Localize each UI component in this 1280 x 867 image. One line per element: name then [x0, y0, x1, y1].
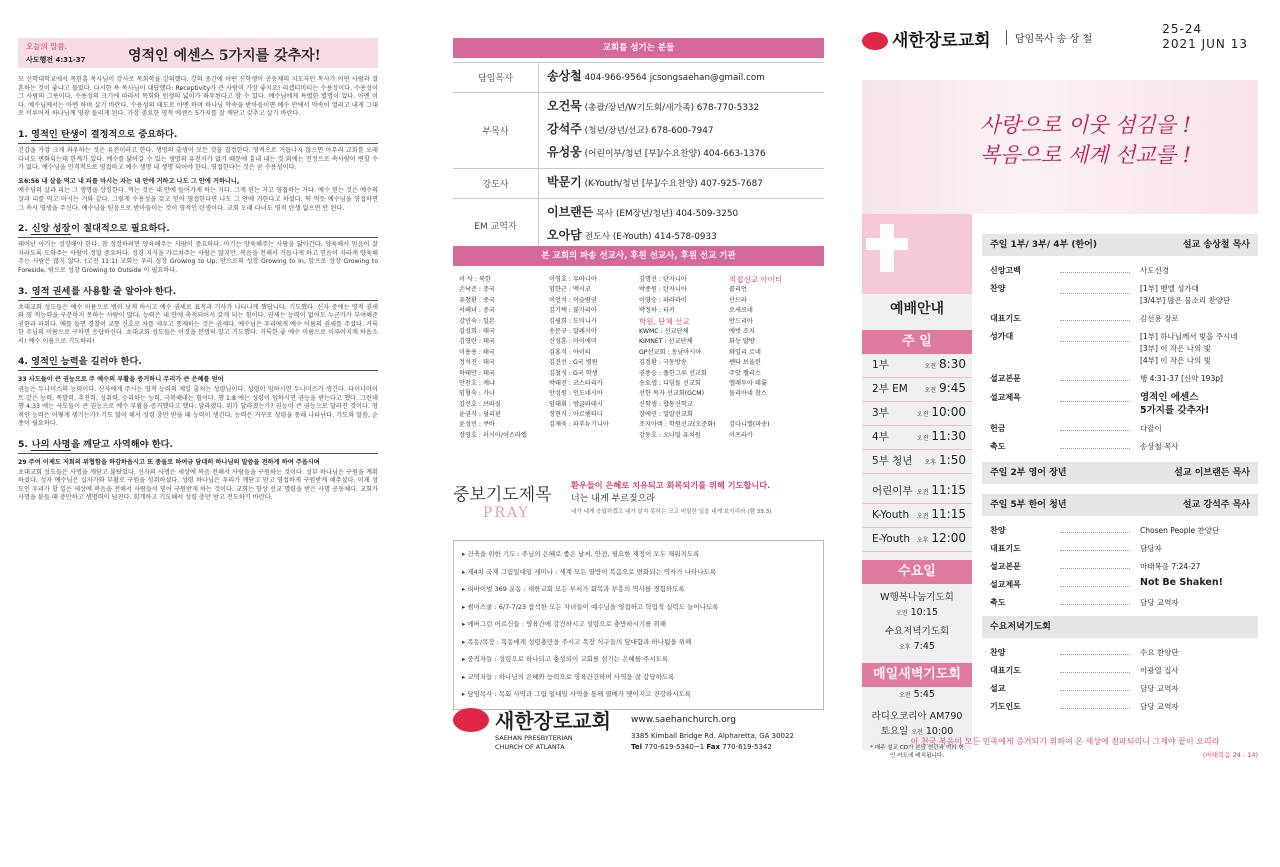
mission-item: 돌리아네 참스 [729, 390, 767, 398]
order-1-head: 주일 1부/ 3부/ 4부 (한어) [990, 240, 1097, 250]
staff-row [453, 169, 824, 199]
prayer-title [453, 480, 573, 521]
mission-item: 김철식 : G국 학생 [549, 369, 598, 377]
wednesday-service-1: W행복나눔기도회 오전 10:15 수요저녁기도회 오후 7:45 [880, 592, 954, 652]
prayer-list [453, 540, 824, 710]
service-row: 1부 오전 8:30 [862, 354, 972, 378]
header-date: 25-24 2021 JUN 13 [1162, 22, 1248, 51]
prayer-item: ▸ 담임목사 : 목회 사역과 그림 일대일 사역을 통해 열매가 맺어지고 건강하시도록 [462, 690, 692, 698]
order-row: 설교제목 Not Be Shaken! [990, 577, 1223, 589]
mission-item: 와일리 르네 [729, 348, 761, 356]
heart-logo-icon [453, 708, 489, 732]
order-3-preacher: 설교 강석주 목사 [1182, 500, 1250, 510]
mission-item: 윤권식 : 필리핀 [459, 411, 501, 419]
wednesday-label: 수요일 [862, 560, 972, 584]
section-2-heading: 2. 신앙 성장이 절대적으로 필요하다. [18, 220, 378, 238]
mission-item: 서해녀 : 중국 [459, 307, 495, 315]
radio-info: 라디오코리아 AM790 토요일 오전 10:00 [871, 711, 963, 737]
mission-item: 김재욱 : 파푸뉴기니아 [549, 421, 609, 429]
service-row: E-Youth 오후 12:00 [862, 528, 972, 552]
footer-church-en2: CHURCH OF ATLANTA [495, 743, 565, 751]
dawn-time: 오전 5:45 [899, 689, 935, 700]
section-3-blank: 영적 권세 [31, 283, 71, 298]
sermon-intro: 모 신학대학교에서 목한홉 목사님이 강사로 목회학을 강의했다. 강의 중간에 어떤 신학생이 공동체의 지도자인 목사가 어떤 사람과 결혼하는 것이 좋냐고 물었다. 다시한 욕 목사님이 대답했다: Receptivity가 큰 사람이 가장 좋지요! 리셉티비티는 수용성이다. 수용성이 그 사람의 그릇이다. 수용성의 크기에 따라서 목회와 인생의 넓이가 좌우된다고 할 수 있다. 예수님에게 특별한 별명이 있다. 아멘 이다. 예수님께서는 아멘 하며 살기 바란다. 수용성의 태도로 아멘 하며 하나님 약속을 받아들이면 예수 안에서 약속이 열리고 내게 그대로 이루어져 하나님께 영광 돌리게 된다. 가장 중요한 영적 에센스 5가지를 잘 깨닫고 갖추고 살기 바란다. [18, 76, 378, 118]
mission-item: 하태만 : 태국 [459, 369, 495, 377]
slogan-text: 사랑으로 이웃 섬김을 ! 복음으로 세계 선교를 ! [980, 113, 1192, 167]
staff-person: 유성웅 (어린이부/청년 [부]/수요찬양) 404-663-1376 [547, 145, 766, 159]
mission-item: 신학생 : 합동신학교 [639, 400, 693, 408]
worship-sidebar [862, 214, 972, 759]
order-row: 설교제목 영적인 에센스 5가지를 갖추자! [990, 392, 1210, 416]
order-row: 축도 담당 교역자 [982, 594, 1258, 612]
sermon-reference: 사도행전 4:31-37 [26, 56, 86, 64]
mission-item: 정석진 : 태국 [459, 359, 495, 367]
prayer-item: ▸ 에버그린 어르신들 : 영육간에 강건하시고 성령으로 충만하시기를 위해 [462, 620, 667, 628]
prayer-item: ▸ 썸머스쿨 : 6/7-7/23 참석한 모든 자녀들이 예수님을 영접하고 학업적 실력도 늘어나도록 [462, 602, 719, 611]
slogan-banner [862, 80, 1258, 214]
staff-row [453, 199, 824, 252]
section-2-blank: 신앙 성장 [31, 220, 71, 235]
service-row: 5부 청년 오후 1:50 [862, 450, 972, 474]
mission-item: 이언석 : 이슬람권 [549, 296, 597, 304]
order-row: 찬양 Chosen People 찬양단 [982, 522, 1258, 540]
mission-item: 김명선 : 탄자니아 [639, 276, 687, 283]
prayer-item: ▸ 교역자들 : 하나님의 은혜와 능력으로 영육간건하며 사역을 잘 감당하도록 [462, 672, 675, 681]
staff-role: 부목사 [453, 93, 539, 168]
staff-person: 오건묵 (총괄/장년/W기도회/새가족) 678-770-5332 [547, 99, 760, 113]
mission-item: 로세로네 [729, 307, 753, 315]
order-3-head: 주일 5부 한어 청년 [990, 500, 1067, 510]
mission-item: 김선호 : 브라질 [459, 400, 501, 408]
order-sunday-korean [982, 234, 1258, 456]
section-1-body-2: 예수님의 살과 피는 그 생명을 상징한다. 먹는 것은 내 안에 들어가게 하는 거다. 그게 믿는 거고 영접하는 거다. 예수 믿는 것은 예수의 살과 피를 먹고 마시는 거와 같다. 그렇게 수용성을 갖고 믿어 영접한다면 나도 그 안에 거한다고 하셨다. 떡 먹듯 예수님을 영접하면 그 속시 영생을 주신다. 예수님을 믿음으로 받아들이는 것이 영적인 탄생이다. 교회 오래 다녀도 영적 탄생 없으면 안 된다. [18, 187, 378, 212]
mission-item: 이 삭 : 북한 [459, 276, 491, 283]
mission-item: 에벗 조지 [729, 327, 755, 335]
prayer-item: ▸ 건축을 위한 기도 : 주님의 은혜로 좋은 날씨, 안전, 필요한 재정이 모두 채워지도록 [462, 550, 700, 558]
mission-item: 박태진 : 코스타리카 [549, 379, 603, 387]
footer-phone: Tel 770-619-5340~1 Fax 770-619-5342 [631, 743, 772, 751]
closing-reference: (마태복음 24 : 14) [1202, 751, 1258, 759]
mission-item: 김성희 : 태국 [459, 327, 495, 335]
mission-header: 본 교회의 파송 선교사, 후원 선교사, 후원 선교 기관 [453, 246, 824, 266]
mission-item: 송문규 : 말레시아 [549, 327, 597, 335]
section-1-heading: 1. 영적인 탄생이 결정적으로 중요하다. [18, 126, 378, 144]
header-pastor: 담임목사 송 상 철 [1006, 30, 1092, 45]
mission-item: 박종원 : 탄자니아 [639, 286, 687, 294]
footer-church-name: 새한장로교회 [495, 709, 611, 733]
mission-list [453, 275, 824, 441]
mission-item: 윤성민 : 쿠바 [459, 421, 495, 429]
prayer-title-en: PRAY [483, 505, 530, 521]
prayer-item: ▸ 리바이벌 369 운동 : 새한교회 모든 부서가 회복과 부흥의 역사를 경험하도록 [462, 585, 685, 593]
mission-item: 김홍식 : 아이티 [549, 348, 591, 356]
order-1-preacher: 설교 송상철 목사 [1182, 240, 1250, 250]
mission-item: 학원, 단체 선교 [639, 316, 690, 326]
section-5-blank: 나의 사명 [31, 436, 71, 451]
order-2-preacher: 설교 이브랜든 목사 [1174, 468, 1250, 478]
mission-item: 임혈숙 : 가나 [459, 390, 495, 398]
footer-address [631, 715, 794, 753]
prayer-verse-block [571, 479, 831, 515]
staff-role: EM 교역자 [453, 199, 539, 251]
section-1-blank: 영적인 탄생 [31, 126, 79, 141]
middle-column [453, 0, 824, 867]
mission-item: 안성원 : 인도네시아 [549, 390, 603, 398]
section-3-body: 초대교회 성도들은 예수 이름으로 병이 낫게 하시고 예수 권세로 표적과 기사가 나타나게 했답니다. 기도했다. 신자 중에는 영적 권세와 영 적능력을 구분하지 못하는 사람이 많다. 능력은 내 안에 축적되어서 갖게 되는 힘이다. 권세는 능력이 없어도 누군가가 부여해준 권한과 파워다. 예를 들면 경찰이 교통 신호로 차를 세우고 통제하는 것은 권세다. 예수님은 우리에게 예수 이름의 권세를 주셨다. 거룩한 주님의 이름으로 구하면 응답하신다. 초대교회 성도들은 이것을 분명히 알고 기도했다. 거룩한 좋 예수 이름으로 이루어지게 하옵소서! 예수 이름으로 기도하라! [18, 303, 378, 345]
mission-item: 손낙준 : 중국 [459, 286, 495, 294]
mission-item: 이용용 : 태국 [459, 348, 495, 356]
staff-role: 담임목사 [453, 63, 539, 92]
mission-item: 선한 목자 선교회(GCM) [639, 390, 705, 398]
section-5-quote: 29 주여 이제도 저희의 위협함을 하감하옵시고 또 종들로 하여금 담대히 하나님의 말씀을 전하게 하여 주옵시며 [18, 459, 320, 467]
section-5-heading: 5. 나의 사명을 깨닫고 사역해야 한다. [18, 436, 378, 454]
mission-item: 멜래투아 테롯 [729, 379, 767, 387]
heart-logo-icon [862, 32, 888, 50]
mission-item: 화능 발방 [729, 338, 755, 346]
mission-item: 강민숙 : 일본 [459, 317, 495, 325]
prayer-sub: 너는 내게 부르짖으라 [571, 494, 655, 504]
cd-note: * 매주 설교 CD가 본당 현관과 여러 헌인 마트에 배치됩니다. [870, 745, 964, 759]
mission-item: 안찬호 : 케냐 [459, 379, 495, 387]
youth-services [862, 480, 972, 552]
staff-row [453, 93, 824, 169]
order-row: 대표기도 김선용 장로 [982, 310, 1258, 328]
section-3-heading: 3. 영적 권세를 사용할 줄 알아야 한다. [18, 283, 378, 301]
mission-item: 김기택 : 불가리아 [549, 307, 597, 315]
mission-item: 임대휘 : 방글라데시 [549, 400, 603, 408]
closing-verse: 이 천국 복음이 모든 민족에게 증거되기 위하여 온 세상에 전파되리니 그제야 끝이 오리라 [910, 737, 1220, 746]
order-sunday-english [982, 462, 1258, 484]
order-row: 찬양 수요 찬양단 [982, 644, 1258, 662]
dawn-label: 매일새벽기도회 [862, 663, 972, 687]
sermon-tag: 오늘의 말씀. [26, 42, 67, 51]
order-sunday-young-adult [982, 494, 1258, 612]
staff-row [453, 63, 824, 93]
order-row: 찬양 [1부] 벧엘 성가대 [3/4부] 많은 물소리 찬양단 [990, 284, 1231, 305]
mission-item: 신성훈 : 마이애미 [549, 338, 597, 346]
mission-item: 장에민 : 밀알선교회 [639, 411, 693, 419]
mission-item: 박정하 : 터키 [639, 307, 675, 315]
mission-item: 이프라카 [729, 431, 753, 439]
prayer-item: ▸ 제4차 국제 그림일대일 세미나 : 세계 모든 열방이 복음으로 변화되는 역사가 나타나도록 [462, 567, 717, 576]
footer-logo [453, 705, 611, 752]
service-row: 3부 오전 10:00 [862, 402, 972, 426]
staff-role: 강도사 [453, 169, 539, 198]
mission-item: 이영호 : 루마니아 [549, 276, 597, 283]
sermon-header [18, 38, 378, 68]
footer-web[interactable]: www.saehanchurch.org [631, 715, 736, 725]
mission-item: 장영호 : 러시아/이스라엘 [459, 431, 527, 439]
section-2-body: 태어난 아기는 성장해야 한다. 참 성장하려면 양육해주는 사람이 중요하다. 아기는 양육해주는 사람을 닮아간다. 양육해서 믿음이 잘 자라도록 도와주는 사람이 정말 중요하다. 성경 지식을 가르쳐주는 사람은 많지만, 복음을 전해서 거듭나게 하고 믿음이 자라게 양육해주는 사람은 많지 않다. (고전 11:1) 교회는 우리 성장 Growing to Up, 안으로의 성장 Growing to In, 앞으로 성장 Growing to Foreside, 밖으로 성장 Growing to Outside 이 필요하다. [18, 241, 378, 274]
section-1-body: 건강을 가장 크게 좌우하는 것은 유전이라고 한다. 생명의 출생이 모든 것을 결정한다. 영적으로 거듭나지 않으면 아무리 교회를 오래 다녀도 변화되는데 한계가 있다. 예수를 닮아갈 수 있는 생명의 유전자가 없기 때문에 흉내 내는 것 외에는 진정으로 속사람이 변할 수가 없다. 예수님을 인격적으로 영접하고 예수 생명 내 생명 되어야 한다. 영접한다는 것은 곧 수용성이다. [18, 146, 378, 172]
mission-item: 직접선교 아이티 [729, 275, 783, 284]
staff-person: 오아담 전도사 (E-Youth) 414-578-0933 [547, 228, 717, 242]
section-1-quote: 요6:56 내 살을 먹고 내 피를 마시는 자는 내 안에 거하고 나도 그 안에 거하나니, [18, 177, 240, 185]
mission-item: 김필희 : 도미니카 [549, 317, 597, 325]
prayer-verse: 내가 네게 응답하겠고 네가 알지 못하는 크고 비밀한 일을 네게 보이리라 (렘 33:3) [571, 509, 772, 515]
staff-table [453, 62, 824, 252]
order-2-head: 주일 2부 영어 장년 [990, 468, 1067, 478]
order-row: 설교본문 행 4:31-37 [신약 193p] [982, 370, 1258, 388]
order-row: 기도인도 담당 교역자 [982, 698, 1258, 716]
mission-item: GP선교회 : 동남아시아 [639, 348, 702, 356]
prayer-title-kr: 중보기도제목 [453, 485, 552, 505]
order-row: 축도 송상철 목사 [982, 438, 1258, 456]
mission-item: 임한근 : 멕시코 [549, 286, 591, 294]
prayer-item: ▸ 목동/목장 : 목동에게 성령충만을 주시고 목장 식구들의 담대함과 하나됨을 위해 [462, 637, 692, 646]
sermon-column [18, 38, 378, 867]
right-column [862, 0, 1258, 867]
order-row: 대표기도 이광열 집사 [982, 662, 1258, 680]
mission-item: 안드리아 [729, 317, 753, 325]
mission-item: 정현식 : 아르헨티나 [549, 411, 603, 419]
order-row: 헌금 다같이 [982, 420, 1258, 438]
footer-street: 3385 Kimball Bridge Rd. Alpharetta, GA 30022 [631, 732, 794, 740]
mission-item: KWMC : 선교단체 [639, 327, 689, 335]
order-4-head: 수요저녁기도회 [990, 622, 1051, 632]
mission-item: 권종승 : 풀한그루 선교회 [639, 369, 707, 377]
mission-item: 유창환 : 중국 [459, 296, 495, 304]
staff-person: 강석주 (청년/장년/선교) 678-600-7947 [547, 122, 714, 136]
section-5-body: 초대교회 성도들은 사명을 깨닫고 불탔었다. 신자의 사명은 세상에 복음 전해서 사람들을 구원하는 것이다. 성부 하나님은 구원을 계획하셨다. 성자 예수님은 십자가와 부활로 구원을 성취하셨다. 성령 하나님은 우리가 깨닫고 믿고 영접하게 구원받게 해주셨다. 이제 성도인 우리가 할 일은 세상에 복음을 전해서 사람들이 믿어 구원받게 하는 것이다. 교회는 항상 선교 명령을 받은 사명 공동체다. 교회가 사명을 붙들 때 충만하고 생명력이 넘친다. 회개하고 기도해서 성령 충만 받고 전도하기 바란다. [18, 468, 378, 502]
mission-item: 송요셉 : 디딤돌 선교회 [639, 379, 701, 387]
order-row: 설교 담당 교역자 [982, 680, 1258, 698]
mission-item: 김진선 : G국 병원 [549, 359, 598, 367]
mission-item: 강동호 : 오나밀 유치원 [639, 431, 701, 439]
service-row: 어린이부 오전 11:15 [862, 480, 972, 504]
mission-item: 쎈타 보울린 [729, 359, 761, 367]
cross-banner [862, 214, 972, 294]
order-row: 대표기도 담당자 [982, 540, 1258, 558]
worship-title: 예배안내 [889, 301, 945, 317]
section-4-heading: 4. 영적인 능력을 길러야 한다. [18, 353, 378, 371]
order-wednesday [982, 616, 1258, 716]
mission-item: 산드라 [729, 296, 747, 304]
staff-person: 이브랜든 목사 (EM장년/청년) 404-509-3250 [547, 205, 739, 219]
order-row: 성가대 [1부] 하나님께서 빛을 주시네 [3부] 이 작은 나의 빛 [4부] 이 작은 나의 빛 [990, 332, 1238, 365]
section-4-quote: 33 사도들이 큰 권능으로 주 예수의 부활을 증거하니 무리가 큰 은혜를 얻어 [18, 376, 224, 384]
staff-header: 교회를 섬기는 분들 [453, 38, 824, 58]
mission-item: 콜리언 [729, 286, 747, 294]
sunday-label: 주 일 [862, 330, 972, 354]
mission-item [729, 400, 809, 410]
mission-item: 김영란 : 태국 [459, 338, 495, 346]
sermon-title: 영적인 에센스 5가지를 갖추자! [128, 48, 321, 64]
service-row: K-Youth 오전 11:15 [862, 504, 972, 528]
mission-item: 김다니엘(파송) [729, 421, 770, 429]
staff-person: 송상철 404-966-9564 jcsongsaehan@gmail.com [547, 69, 765, 83]
prayer-headline: 환우들이 은혜로 치유되고 회복되기를 위해 기도합니다. [571, 480, 771, 490]
mission-item: 이영승 : 파라과이 [639, 296, 687, 304]
footer-church-en1: SAEHAN PRESBYTERIAN [495, 734, 573, 742]
mission-item: KIMNET : 선교단체 [639, 338, 693, 346]
service-row: 4부 오전 11:30 [862, 426, 972, 450]
sunday-services [862, 354, 972, 474]
staff-person: 박문기 (K-Youth/청년 [부]/수요찬양) 407-925-7687 [547, 175, 763, 189]
header-logo: 새한장로교회 [862, 26, 991, 51]
mission-item: 김정환 : 극동방송 [639, 359, 687, 367]
service-row: 2부 EM 오전 9:45 [862, 378, 972, 402]
section-4-body: 권능은 두나미스의 능력이다. 신자에게 주시는 영적 능력의 제일 출처는 성령님이다. 성령이 임하시면 두나미스가 생긴다. 다이나마이트 같은 능력, 폭발력, 추진력, 성취력, 승리하는 능력, 극복해내는 힘이다. 행 1:8 에는 성령이 임하시면 권능을 받는다고 했다. 그런데 행 4:33 에는 사도들이 큰 권능으로 예수 부활을 증거했다고 했다. 달라졌다. 뭐가 달라졌는가? 권능이 큰 권능으로 달라진 것이다. 영적인 능력은 어떻게 생기는가? 기도 많이 해서 성령 충만 받을 때 능력이 생긴다. 능력은 거꾸로 성령을 통해 나타난다. 기도와 말씀, 순종이 필요하다. [18, 386, 378, 428]
mission-item: 조지아텍 : 학원선교(오준화) [639, 421, 716, 429]
prayer-item: ▸ 중직자들 : 성령으로 하나되고 충성되이 교회를 섬기는 은혜를 주시도록 [462, 655, 669, 663]
order-row: 신앙고백 사도신경 [982, 262, 1258, 280]
mission-item: 주앗 헬리스 [729, 369, 761, 377]
section-4-blank: 영적인 능력 [31, 353, 79, 368]
order-row: 설교본문 마태복음 7:24-27 [982, 558, 1258, 576]
mission-item [729, 410, 809, 420]
